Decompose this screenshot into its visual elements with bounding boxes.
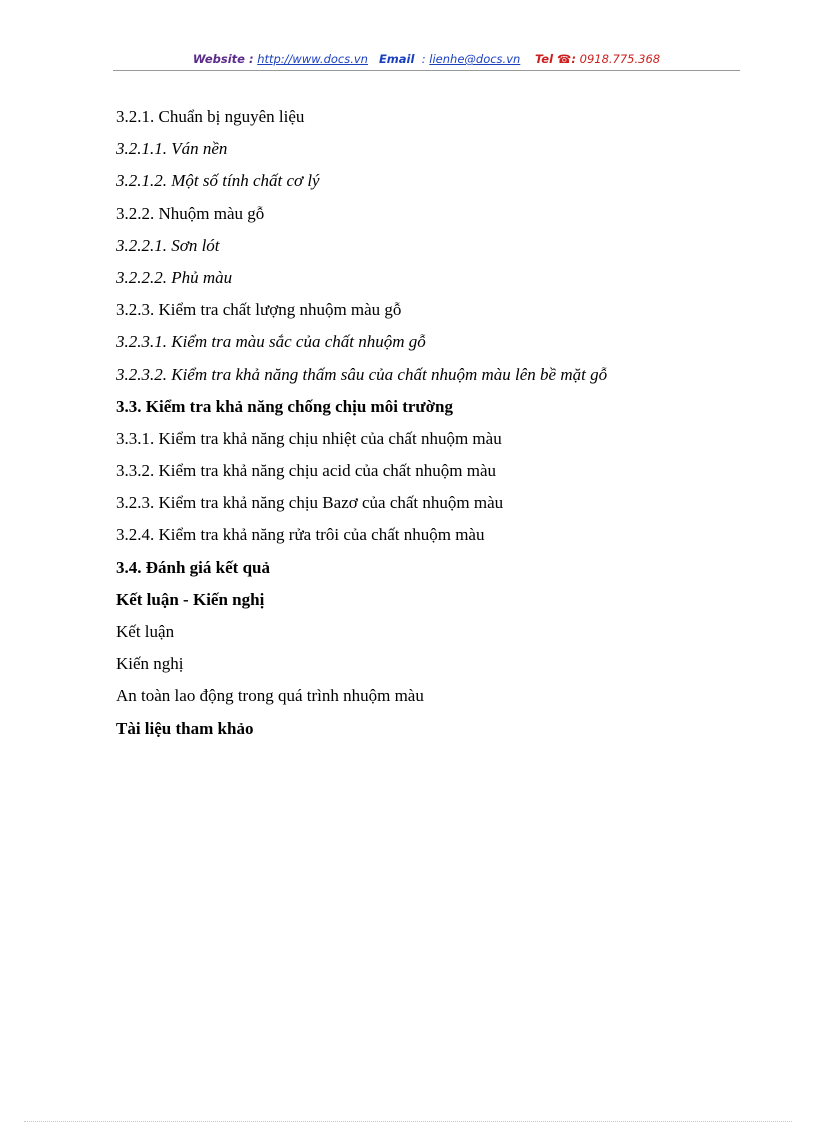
toc-entry: 3.3. Kiểm tra khả năng chống chịu môi trường — [116, 396, 453, 416]
toc-entry: 3.2.1. Chuẩn bị nguyên liệu — [116, 107, 305, 126]
toc-entry: Kết luận - Kiến nghị — [116, 589, 265, 609]
toc-entry: 3.2.3.2. Kiểm tra khả năng thấm sâu của chất nhuộm màu lên bề mặt gỗ — [116, 364, 608, 384]
toc-entry: 3.2.3. Kiểm tra khả năng chịu Bazơ của chất nhuộm màu — [116, 493, 504, 513]
website-link[interactable]: http://www.docs.vn — [257, 52, 368, 66]
toc-entry: 3.2.3.1. Kiểm tra màu sắc của chất nhuộm gỗ — [116, 332, 426, 352]
toc-entry: Tài liệu tham khảo — [116, 718, 254, 738]
toc-entry: Kết luận — [116, 622, 175, 641]
header-divider — [113, 70, 740, 71]
toc-entry: An toàn lao động trong quá trình nhuộm màu — [116, 686, 424, 706]
toc-entry: 3.3.2. Kiểm tra khả năng chịu acid của chất nhuộm màu — [116, 461, 497, 481]
tel-number: 0918.775.368 — [579, 52, 661, 66]
toc-entry: 3.2.2.2. Phủ màu — [116, 267, 233, 287]
toc-entry: 3.2.2.1. Sơn lót — [116, 235, 220, 255]
toc-entry: 3.3.1. Kiểm tra khả năng chịu nhiệt của chất nhuộm màu — [116, 428, 502, 448]
email-separator: : — [421, 52, 426, 66]
toc-entry: 3.2.3. Kiểm tra chất lượng nhuộm màu gỗ — [116, 300, 402, 320]
table-of-contents — [116, 104, 756, 748]
email-link[interactable]: lienhe@docs.vn — [429, 52, 521, 66]
toc-entry: 3.4. Đánh giá kết quả — [116, 557, 270, 577]
toc-entry: 3.2.4. Kiểm tra khả năng rửa trôi của chất nhuộm màu — [116, 525, 485, 545]
footer-divider — [24, 1121, 792, 1122]
toc-entry: 3.2.1.2. Một số tính chất cơ lý — [116, 171, 320, 191]
toc-entry: 3.2.1.1. Ván nền — [116, 139, 228, 159]
tel-label: Tel ☎: — [534, 52, 576, 66]
page-header — [113, 52, 740, 66]
toc-entry: Kiến nghị — [116, 654, 184, 674]
email-label: Email — [378, 52, 415, 66]
toc-entry: 3.2.2. Nhuộm màu gỗ — [116, 203, 265, 223]
website-label: Website : — [192, 52, 254, 66]
